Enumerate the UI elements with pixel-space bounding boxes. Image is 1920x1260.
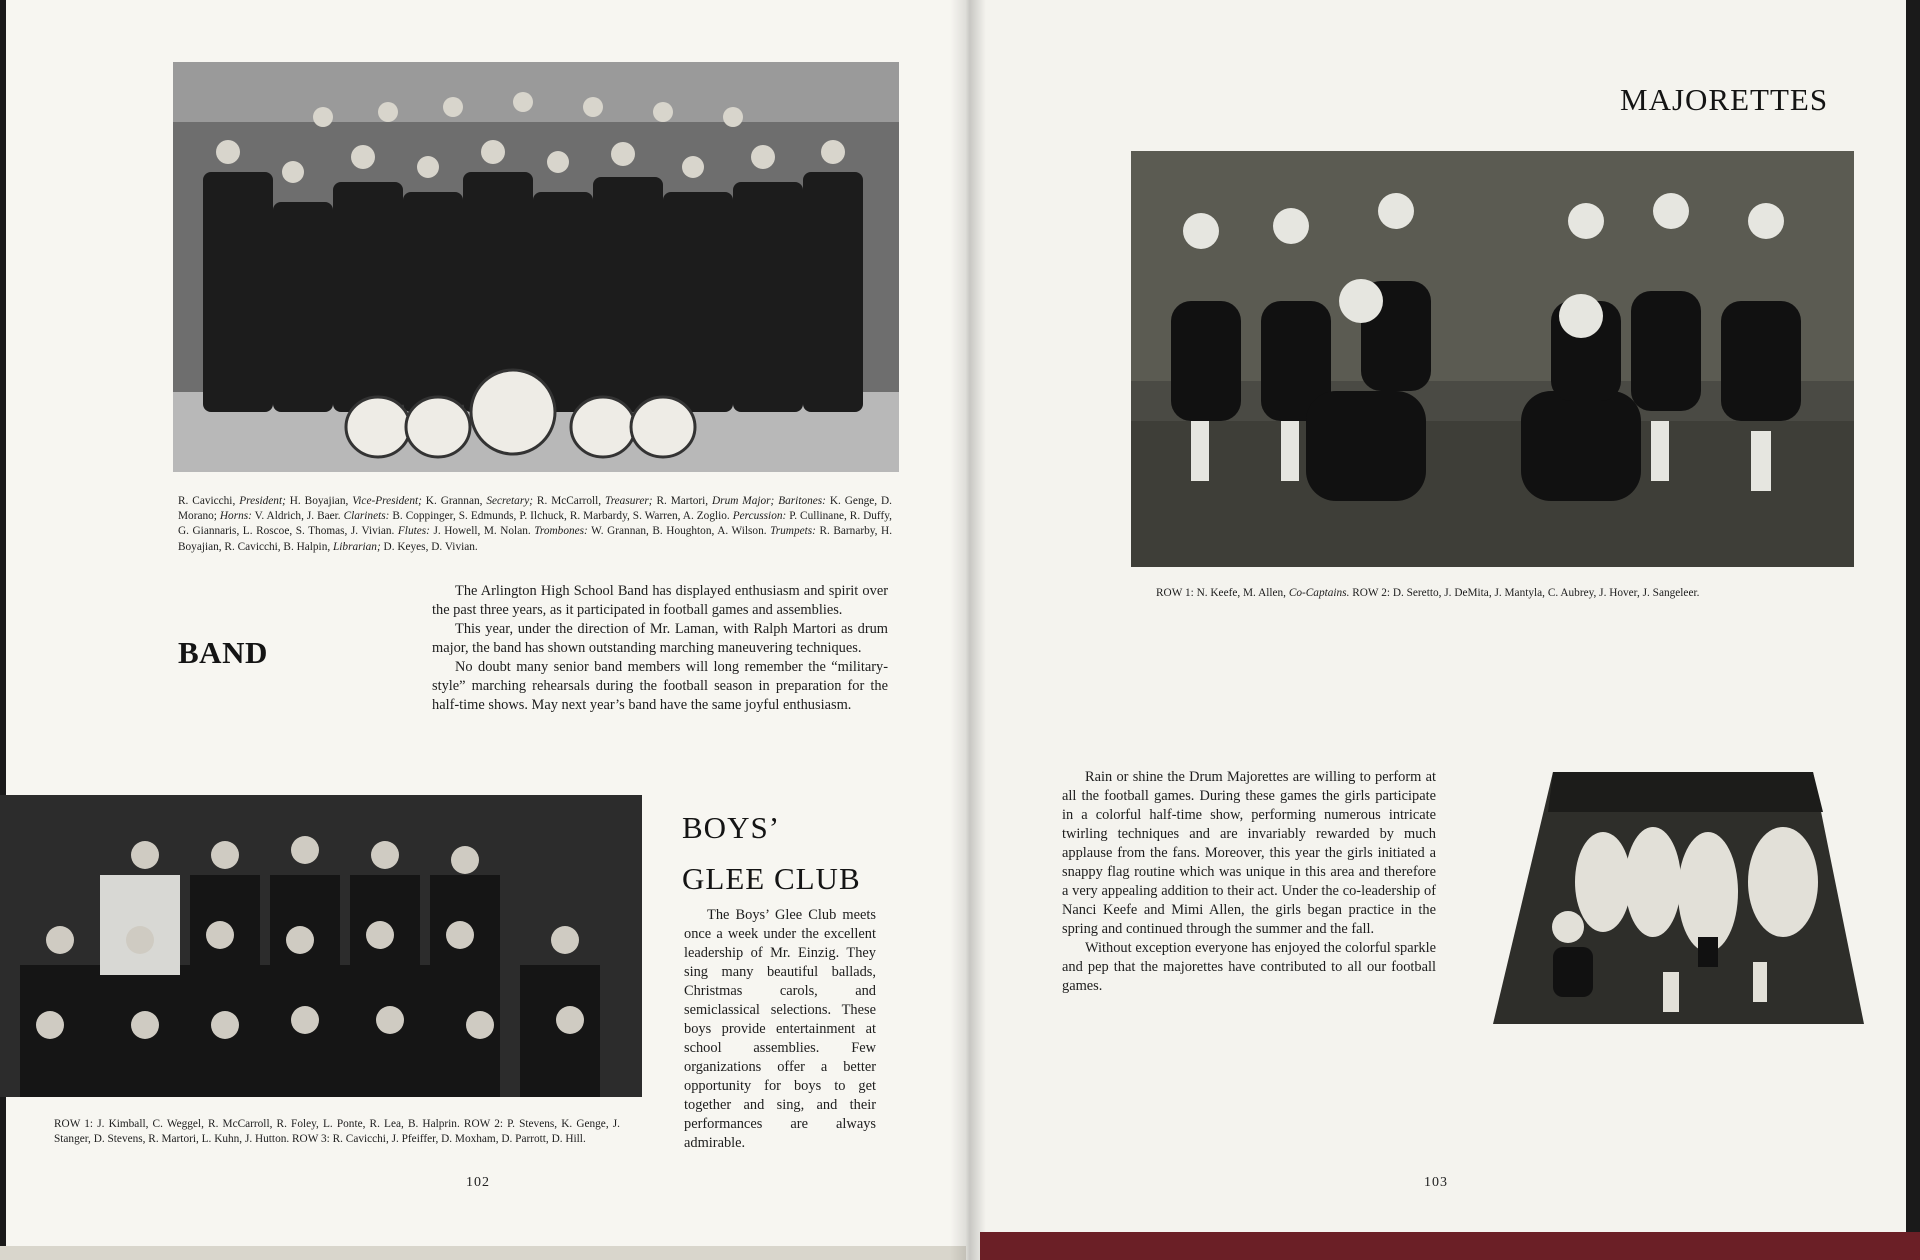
glee-caption: ROW 1: J. Kimball, C. Weggel, R. McCarroll, R. Foley, L. Ponte, R. Lea, B. Halprin. ROW 2: P. Stevens, K. Genge, J. Stanger, D. Stevens, R. Martori, L. Kuhn, J. Hutton. ROW 3: R. Cavicchi, J. Pfeiffer, D. Moxham, D. Parrott, D. Hill. [54, 1118, 620, 1146]
majorettes-caption: ROW 1: N. Keefe, M. Allen, Co-Captains. ROW 2: D. Seretto, J. DeMita, J. Mantyla, C. Aubrey, J. Hover, J. Sangeleer. [1156, 587, 1700, 599]
band-photo [173, 62, 899, 472]
band-caption: R. Cavicchi, President; H. Boyajian, Vice-President; K. Grannan, Secretary; R. McCarroll, Treasurer; R. Martori, Drum Major; Baritones: K. Genge, D. Morano; Horns: V. Aldrich, J. Baer. Clarinets: B. Coppinger, S. Edmunds, P. Ilchuck, R. Marbardy, S. Warren, A. Zoglio. Percussion: P. Cullinane, R. Duffy, G. Giannaris, L. Roscoe, S. Thomas, J. Vivian. Flutes: J. Howell, M. Nolan. Trombones: W. Grannan, B. Houghton, A. Wilson. Trumpets: R. Barnarby, H. Boyajian, R. Cavicchi, B. Halpin, Librarian; D. Keyes, D. Vivian. [178, 495, 893, 553]
majorettes-photo [1131, 151, 1854, 567]
glee-heading [682, 802, 861, 904]
majorettes-paragraph: Without exception everyone has enjoyed the colorful sparkle and pep that the majorettes have contributed to all our football games. [1062, 940, 1436, 994]
majorettes-heading: MAJORETTES [1620, 82, 1829, 117]
book-cover-edge [980, 1232, 1920, 1260]
page-edge [1906, 0, 1920, 1260]
glee-heading-line: GLEE CLUB [682, 861, 861, 896]
glee-heading-line: BOYS’ [682, 810, 781, 845]
glee-body [684, 906, 876, 1153]
majorettes-paragraph: Rain or shine the Drum Majorettes are willing to perform at all the football games. During these games the girls participate in a colorful half-time show, performing numerous intricate twirling techniques and are invariably rewarded by much applause from the fans. Moreover, this year the girls initiated a snappy flag routine which was unique in this area and therefore a very appealing addition to their act. Under the co-leadership of Nanci Keefe and Mimi Allen, the girls began practice in the spring and continued through the summer and the fall. [1062, 769, 1436, 937]
glee-club-photo [0, 795, 642, 1097]
band-paragraph: This year, under the direction of Mr. Laman, with Ralph Martori as drum major, the band has shown outstanding marching maneuvering techniques. [432, 621, 888, 656]
page-number: 102 [466, 1175, 490, 1190]
right-page [966, 0, 1920, 1260]
band-paragraph: The Arlington High School Band has displayed enthusiasm and spirit over the past three years, as it participated in football games and assemblies. [432, 583, 888, 618]
binding-gutter [950, 0, 986, 1260]
glee-paragraph: The Boys’ Glee Club meets once a week under the excellent leadership of Mr. Einzig. They sing many beautiful ballads, Christmas carols, and semiclassical selections. These boys provide entertainment at school assemblies. Few organizations offer a better opportunity for boys to get together and sing, and their performances are always admirable. [684, 907, 876, 1151]
page-edge [0, 1246, 966, 1260]
band-paragraph: No doubt many senior band members will long remember the “military-style” marching rehearsals during the football season in preparation for the half-time shows. May next year’s band have the same joyful enthusiasm. [432, 659, 888, 713]
page-number: 103 [1424, 1175, 1448, 1190]
majorettes-small-photo [1493, 772, 1864, 1024]
band-heading: BAND [178, 635, 268, 670]
majorettes-body [1062, 768, 1436, 996]
band-body [432, 582, 888, 715]
